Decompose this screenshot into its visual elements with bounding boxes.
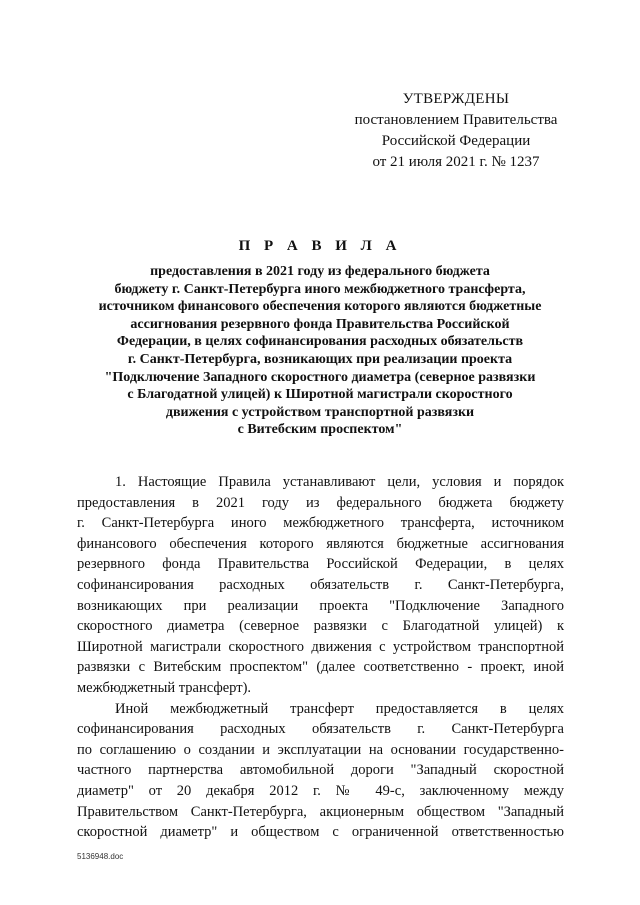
subtitle-line: г. Санкт-Петербурга, возникающих при реализации проекта	[127, 351, 513, 367]
body-line: финансового обеспечения которого являются бюджетные ассигнования	[77, 535, 564, 552]
document-title: П Р А В И Л А	[238, 238, 402, 254]
body-line: софинансирования расходных обязательств г. Санкт-Петербурга	[77, 721, 564, 738]
body-line: возникающих при реализации проекта "Подключение Западного	[77, 597, 564, 614]
subtitle-line: ассигнования резервного фонда Правительства Российской	[130, 316, 510, 332]
subtitle-line: с Благодатной улицей) к Широтной магистрали скоростного	[127, 387, 513, 403]
body-line: скоростной диаметр" и обществом с ограниченной ответственностью	[77, 824, 564, 841]
body-line: Широтной магистрали скоростного движения с устройством транспортной	[77, 638, 564, 655]
body-line: диаметр" от 20 декабря 2012 г. № 49-с, заключенному между	[77, 782, 564, 799]
body-line: развязки с Витебским проспектом" (далее соответственно - проект, иной	[77, 659, 564, 676]
subtitle-line: источником финансового обеспечения которого являются бюджетные	[98, 299, 542, 315]
body-line: софинансирования расходных обязательств г. Санкт-Петербурга,	[77, 576, 564, 593]
body-line: Иной межбюджетный трансферт предоставляется в целях	[115, 700, 564, 717]
subtitle-line: движения с устройством транспортной развязки	[165, 404, 475, 420]
approval-heading: УТВЕРЖДЕНЫ	[402, 91, 510, 107]
subtitle-line: бюджету г. Санкт-Петербурга иного межбюджетного трансферта,	[114, 281, 526, 297]
subtitle-line: предоставления в 2021 году из федерального бюджета	[150, 264, 490, 279]
body-line: г. Санкт-Петербурга иного межбюджетного трансферта, источником	[77, 515, 564, 532]
body-text	[77, 472, 564, 843]
approval-block	[340, 89, 572, 173]
subtitle-line: "Подключение Западного скоростного диаметра (северное развязки	[104, 369, 536, 385]
approval-line-2: Российской Федерации	[381, 133, 531, 149]
document-subtitle	[70, 263, 570, 439]
body-line: межбюджетный трансферт).	[77, 679, 252, 696]
body-line: 1. Настоящие Правила устанавливают цели, условия и порядок	[115, 474, 564, 490]
body-line: резервного фонда Правительства Российской Федерации, в целях	[77, 556, 564, 573]
subtitle-line: Федерации, в целях софинансирования расходных обязательств	[116, 334, 524, 350]
approval-line-3: от 21 июля 2021 г. № 1237	[372, 154, 540, 170]
approval-line-1: постановлением Правительства	[354, 112, 558, 128]
body-line: предоставления в 2021 году из федерального бюджета бюджету	[77, 494, 564, 511]
body-line: Правительством Санкт-Петербурга, акционерным обществом "Западный	[77, 803, 564, 820]
file-name-footer: 5136948.doc	[77, 852, 124, 861]
body-line: по соглашению о создании и эксплуатации на основании государственно-	[77, 741, 564, 758]
subtitle-line: с Витебским проспектом"	[237, 422, 403, 438]
body-line: частного партнерства автомобильной дороги "Западный скоростной	[77, 762, 564, 779]
body-line: скоростного диаметра (северное развязки с Благодатной улицей) к	[77, 618, 564, 635]
